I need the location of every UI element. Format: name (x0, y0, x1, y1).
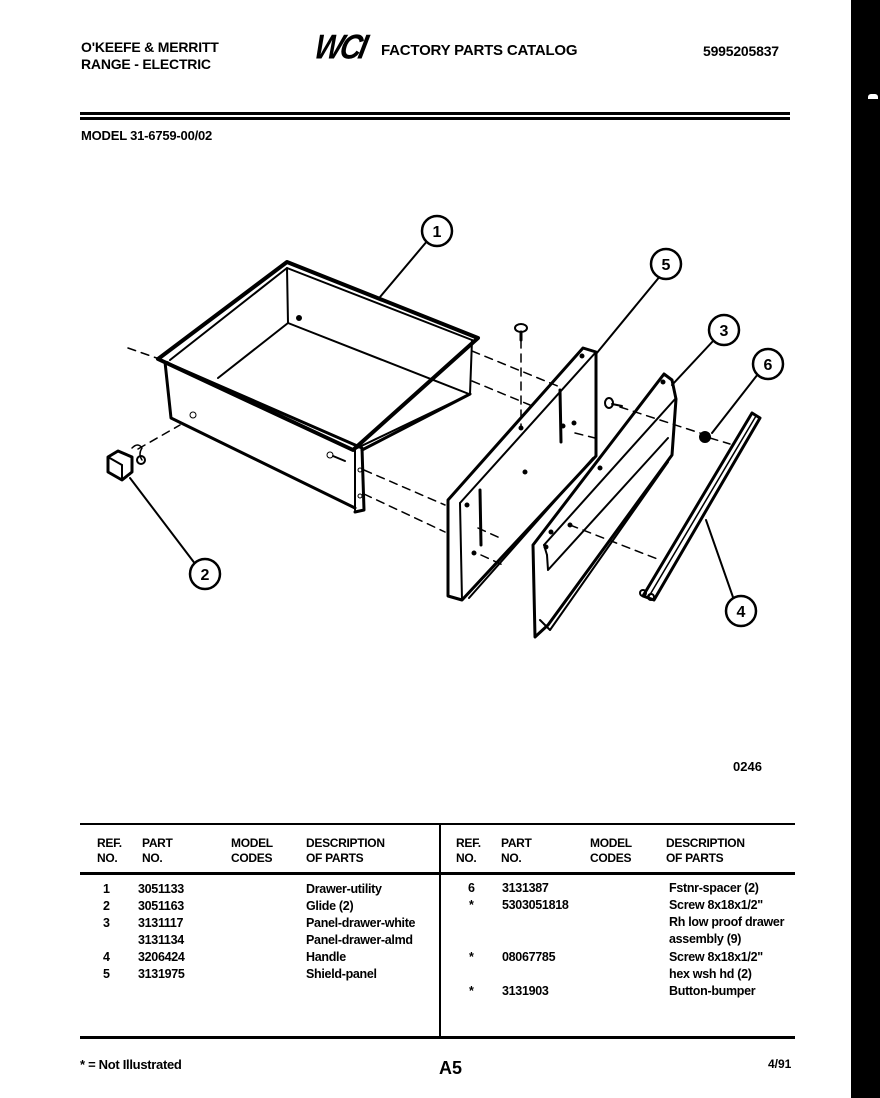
header-model-codes-right: MODEL CODES (590, 836, 632, 865)
model-label: MODEL 31-6759-00/02 (81, 128, 213, 143)
table-column-divider (439, 823, 441, 1038)
callout-3: 3 (719, 323, 729, 340)
header-description-left: DESCRIPTION OF PARTS (306, 836, 385, 865)
brand-line-2: RANGE - ELECTRIC (81, 56, 211, 72)
scan-artifact (868, 94, 878, 99)
table-rule-top (80, 823, 795, 825)
callout-5: 5 (661, 257, 671, 274)
drawer-utility-illustration (158, 262, 478, 512)
table-rule-bottom (80, 1036, 795, 1039)
revision-date: 4/91 (768, 1057, 792, 1071)
glide-illustration (108, 445, 145, 480)
catalog-number: 5995205837 (703, 43, 779, 59)
scan-edge-bar (851, 0, 880, 1098)
brand-line-1: O'KEEFE & MERRITT (81, 39, 219, 55)
page-number: A5 (439, 1058, 463, 1078)
catalog-title: FACTORY PARTS CATALOG (381, 42, 578, 59)
table-rule-header (80, 872, 795, 875)
header-description-right: DESCRIPTION OF PARTS (666, 836, 745, 865)
header-part-no-right: PART NO. (501, 836, 532, 865)
callout-4: 4 (736, 604, 746, 621)
callout-1: 1 (432, 224, 442, 241)
figure-code: 0246 (733, 759, 762, 774)
header-model-codes-left: MODEL CODES (231, 836, 273, 865)
screw-illustration (515, 324, 527, 340)
not-illustrated-note: * = Not Illustrated (80, 1057, 182, 1072)
header-ref-no-right: REF. NO. (456, 836, 481, 865)
callout-6: 6 (763, 357, 773, 374)
callout-2: 2 (200, 567, 210, 584)
wci-logo: WCI (311, 28, 369, 67)
header-part-no-left: PART NO. (142, 836, 173, 865)
header-ref-no-left: REF. NO. (97, 836, 122, 865)
